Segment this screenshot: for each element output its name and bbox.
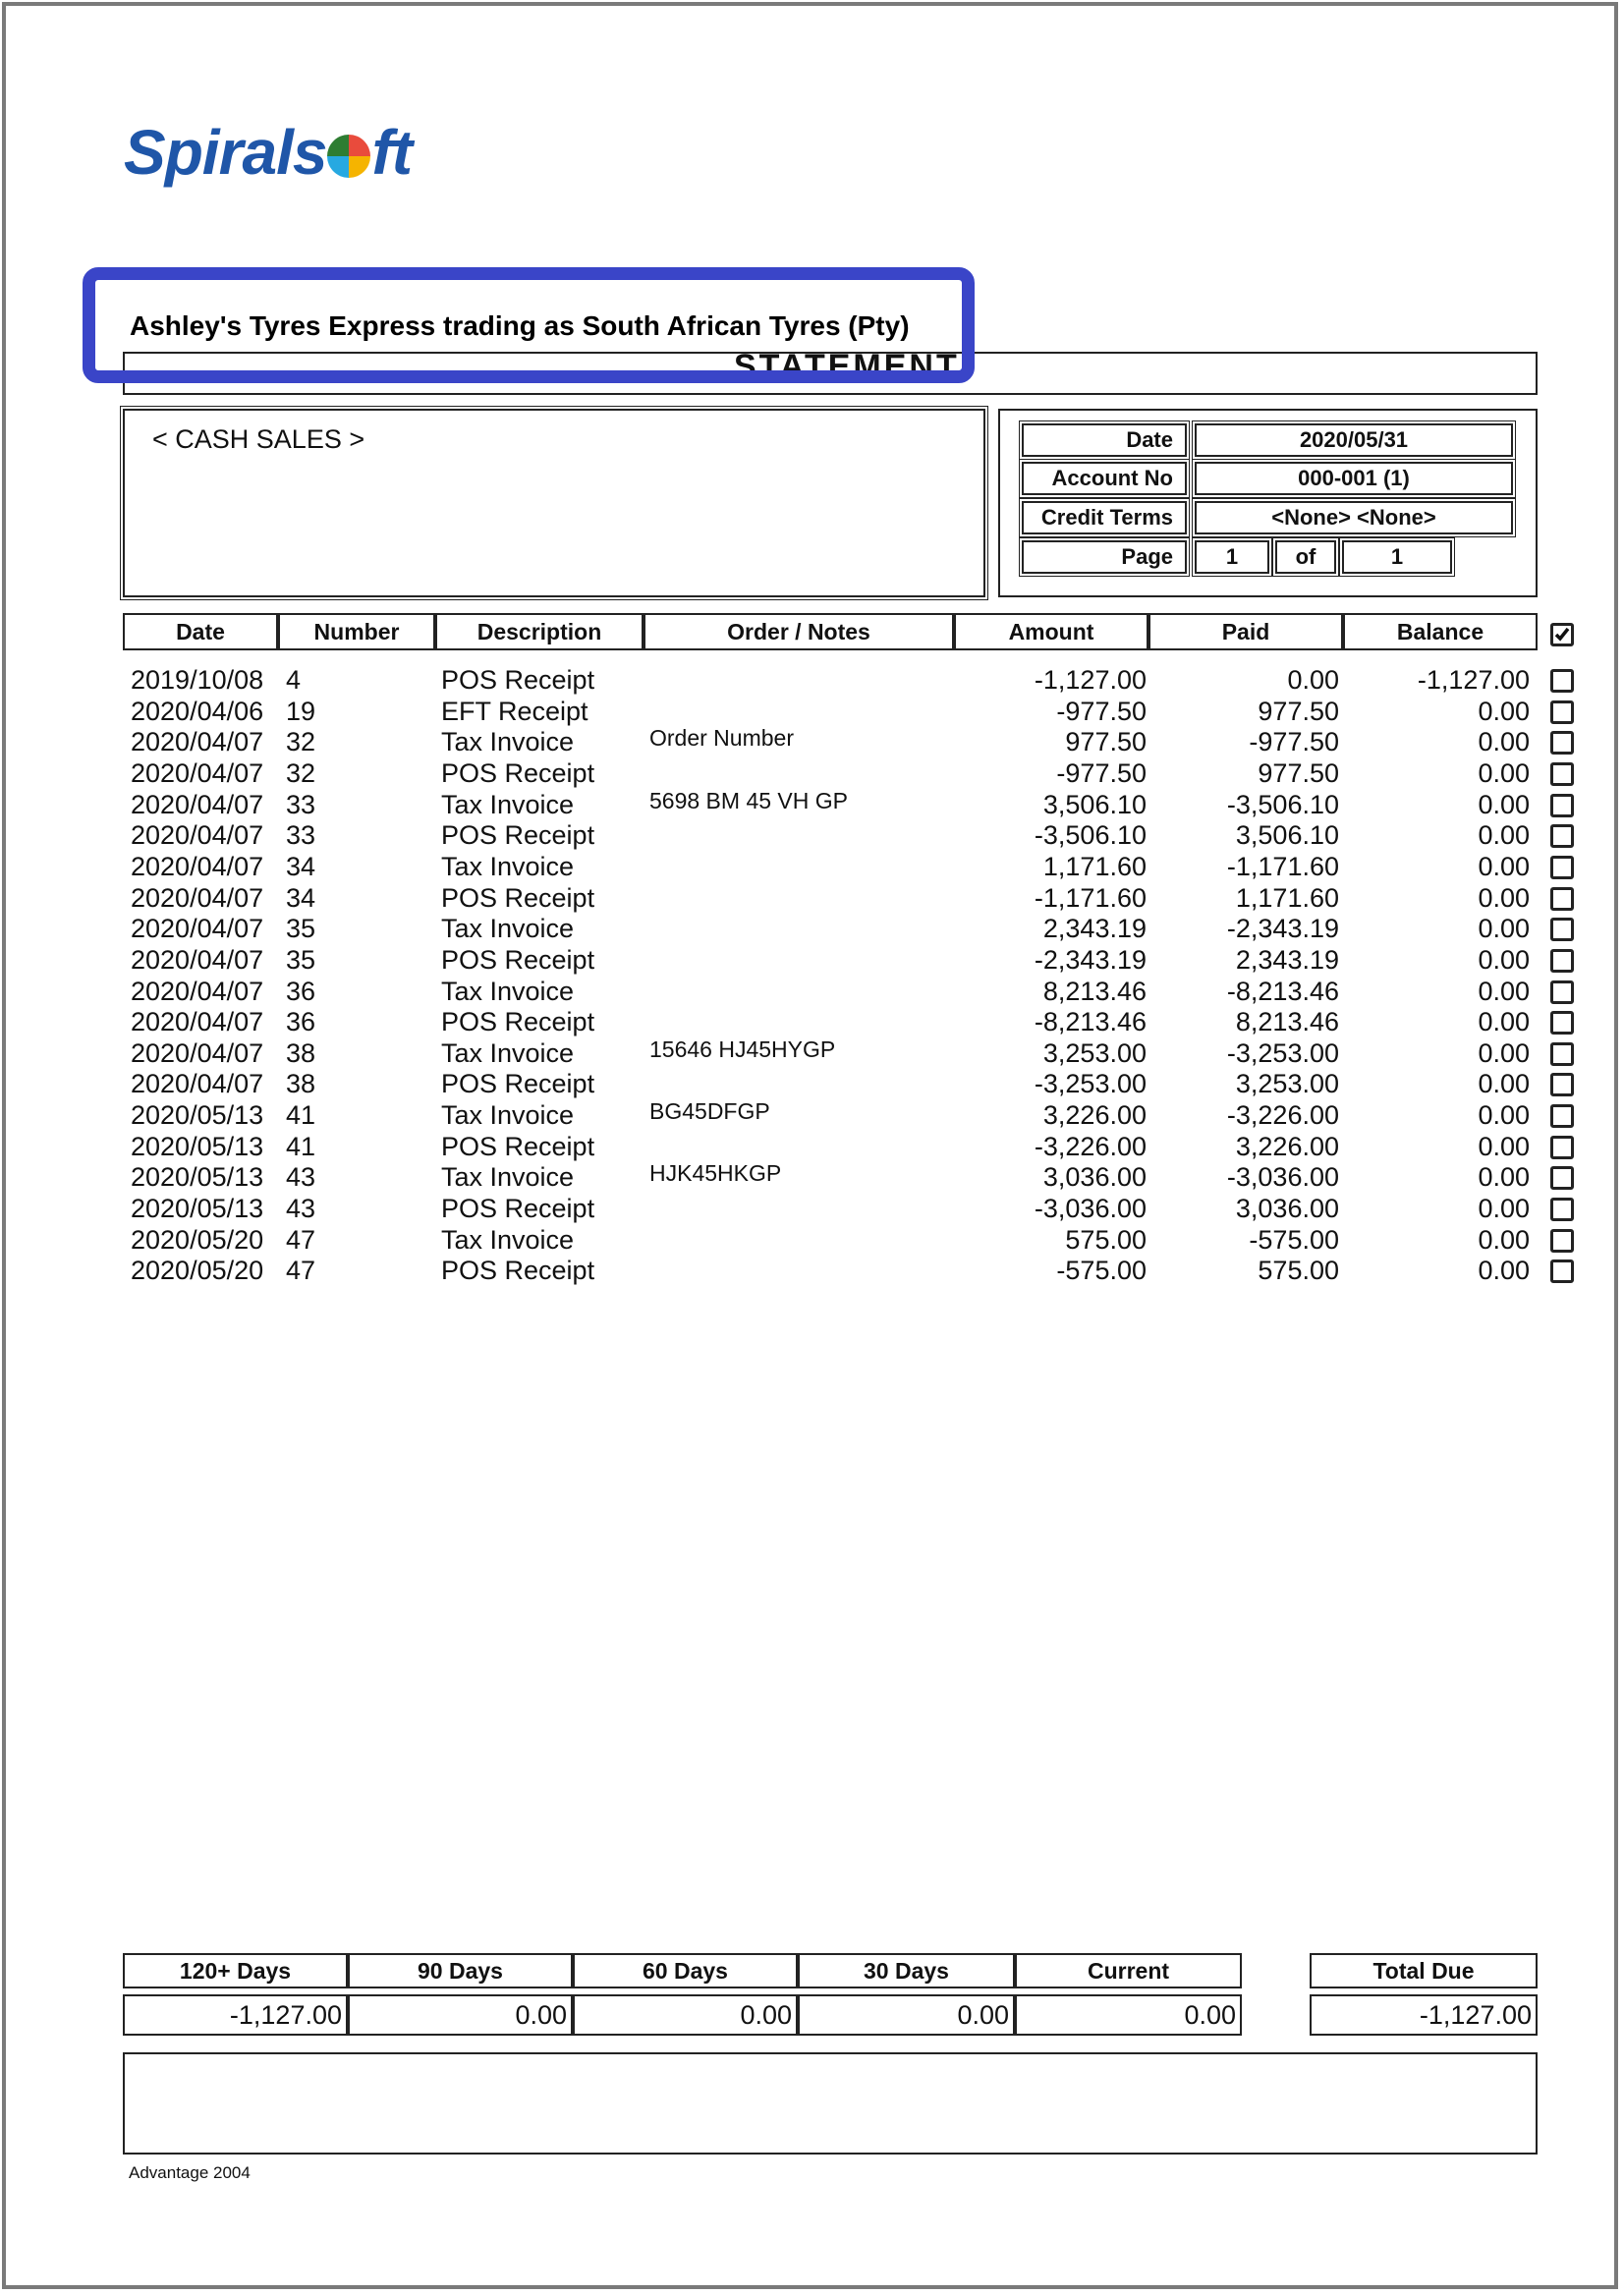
- date-value: 2020/05/31: [1195, 423, 1513, 457]
- row-description: POS Receipt: [441, 1131, 595, 1161]
- row-description: Tax Invoice: [441, 1162, 575, 1193]
- row-description: Tax Invoice: [441, 789, 575, 819]
- row-description: Tax Invoice: [441, 851, 575, 881]
- logo-text-suffix: ft: [371, 117, 413, 188]
- row-order-notes: 15646 HJ45HYGP: [649, 1036, 836, 1062]
- table-row: [0, 852, 1624, 883]
- row-date: 2020/04/06: [131, 696, 264, 726]
- logo-swirl-icon: [327, 135, 370, 178]
- row-description: Tax Invoice: [441, 1224, 575, 1255]
- row-number: 34: [286, 882, 316, 913]
- row-balance: 0.00: [1478, 1007, 1530, 1037]
- row-number: 33: [286, 789, 316, 819]
- row-checkbox[interactable]: [1550, 1104, 1574, 1128]
- row-paid: -3,036.00: [1226, 1162, 1339, 1193]
- account-label: Account No: [1022, 462, 1187, 495]
- row-balance: 0.00: [1478, 820, 1530, 851]
- row-description: EFT Receipt: [441, 696, 588, 726]
- row-checkbox[interactable]: [1550, 980, 1574, 1004]
- row-checkbox[interactable]: [1550, 824, 1574, 848]
- row-checkbox[interactable]: [1550, 1011, 1574, 1035]
- row-date: 2020/04/07: [131, 1007, 264, 1037]
- row-balance: 0.00: [1478, 882, 1530, 913]
- table-row: [0, 977, 1624, 1008]
- row-paid: -3,253.00: [1226, 1037, 1339, 1068]
- table-row: [0, 1194, 1624, 1225]
- row-amount: -8,213.46: [1034, 1007, 1147, 1037]
- logo-text-prefix: Spirals: [124, 117, 327, 188]
- row-number: 36: [286, 1007, 316, 1037]
- row-date: 2020/04/07: [131, 976, 264, 1006]
- row-amount: -977.50: [1056, 696, 1147, 726]
- row-description: POS Receipt: [441, 1069, 595, 1099]
- total-due-label: Total Due: [1310, 1953, 1538, 1988]
- row-balance: 0.00: [1478, 1069, 1530, 1099]
- table-row: [0, 820, 1624, 852]
- row-balance: 0.00: [1478, 1256, 1530, 1286]
- table-row: [0, 1256, 1624, 1287]
- row-checkbox[interactable]: [1550, 918, 1574, 941]
- row-date: 2020/05/13: [131, 1131, 264, 1161]
- row-description: POS Receipt: [441, 944, 595, 975]
- row-number: 35: [286, 914, 316, 944]
- row-balance: 0.00: [1478, 1194, 1530, 1224]
- row-number: 41: [286, 1131, 316, 1161]
- row-paid: 0.00: [1287, 665, 1339, 695]
- page-of: of: [1275, 540, 1336, 574]
- row-date: 2020/04/07: [131, 882, 264, 913]
- row-amount: -1,171.60: [1034, 882, 1147, 913]
- table-row: [0, 945, 1624, 977]
- row-balance: 0.00: [1478, 1131, 1530, 1161]
- row-paid: 3,036.00: [1235, 1194, 1339, 1224]
- row-balance: 0.00: [1478, 1162, 1530, 1193]
- row-paid: 977.50: [1258, 757, 1339, 788]
- row-checkbox[interactable]: [1550, 762, 1574, 786]
- header-date: Date: [123, 613, 278, 650]
- row-amount: -1,127.00: [1034, 665, 1147, 695]
- aging-value-current: 0.00: [1015, 1994, 1242, 2036]
- row-number: 32: [286, 727, 316, 757]
- row-number: 19: [286, 696, 316, 726]
- account-value: 000-001 (1): [1195, 462, 1513, 495]
- row-number: 41: [286, 1100, 316, 1131]
- row-amount: -3,226.00: [1034, 1131, 1147, 1161]
- row-paid: -3,226.00: [1226, 1100, 1339, 1131]
- row-checkbox[interactable]: [1550, 887, 1574, 911]
- row-date: 2020/05/13: [131, 1194, 264, 1224]
- row-paid: -575.00: [1249, 1224, 1339, 1255]
- row-checkbox[interactable]: [1550, 1198, 1574, 1221]
- row-description: POS Receipt: [441, 1194, 595, 1224]
- row-checkbox[interactable]: [1550, 1042, 1574, 1066]
- row-balance: 0.00: [1478, 1037, 1530, 1068]
- row-checkbox[interactable]: [1550, 700, 1574, 724]
- table-row: [0, 1225, 1624, 1257]
- row-date: 2019/10/08: [131, 665, 264, 695]
- table-row: [0, 1069, 1624, 1100]
- row-paid: -977.50: [1249, 727, 1339, 757]
- row-balance: 0.00: [1478, 696, 1530, 726]
- row-number: 47: [286, 1224, 316, 1255]
- row-amount: -3,253.00: [1034, 1069, 1147, 1099]
- aging-header-30: 30 Days: [798, 1953, 1015, 1988]
- row-date: 2020/05/20: [131, 1256, 264, 1286]
- row-amount: -2,343.19: [1034, 944, 1147, 975]
- row-paid: 977.50: [1258, 696, 1339, 726]
- page-current: 1: [1195, 540, 1269, 574]
- aging-header-120: 120+ Days: [123, 1953, 348, 1988]
- row-description: Tax Invoice: [441, 1100, 575, 1131]
- row-description: POS Receipt: [441, 665, 595, 695]
- credit-terms-value: <None> <None>: [1195, 501, 1513, 534]
- row-order-notes: BG45DFGP: [649, 1098, 770, 1125]
- row-balance: -1,127.00: [1417, 665, 1530, 695]
- table-row: [0, 914, 1624, 945]
- row-number: 47: [286, 1256, 316, 1286]
- row-amount: -575.00: [1056, 1256, 1147, 1286]
- table-row: [0, 1038, 1624, 1070]
- aging-value-60: 0.00: [573, 1994, 798, 2036]
- table-row: [0, 787, 1624, 821]
- row-paid: -2,343.19: [1226, 914, 1339, 944]
- total-due-value: -1,127.00: [1310, 1994, 1538, 2036]
- footer-text: Advantage 2004: [129, 2163, 251, 2182]
- header-number: Number: [278, 613, 435, 650]
- credit-terms-label: Credit Terms: [1022, 501, 1187, 534]
- select-all-checkbox[interactable]: [1550, 623, 1574, 646]
- row-checkbox[interactable]: [1550, 1073, 1574, 1096]
- table-row: [0, 1100, 1624, 1132]
- row-amount: 977.50: [1065, 727, 1147, 757]
- row-amount: 3,036.00: [1042, 1162, 1147, 1193]
- row-date: 2020/05/20: [131, 1224, 264, 1255]
- row-description: POS Receipt: [441, 1007, 595, 1037]
- check-icon: [1553, 626, 1571, 644]
- page-total: 1: [1342, 540, 1452, 574]
- row-paid: -1,171.60: [1226, 851, 1339, 881]
- document-title: STATEMENT: [734, 352, 960, 385]
- aging-value-120: -1,127.00: [123, 1994, 348, 2036]
- aging-value-30: 0.00: [798, 1994, 1015, 2036]
- row-number: 35: [286, 944, 316, 975]
- row-date: 2020/04/07: [131, 1037, 264, 1068]
- row-paid: -3,506.10: [1226, 789, 1339, 819]
- row-balance: 0.00: [1478, 944, 1530, 975]
- table-row: [0, 883, 1624, 915]
- row-number: 34: [286, 851, 316, 881]
- row-balance: 0.00: [1478, 1100, 1530, 1131]
- row-checkbox[interactable]: [1550, 949, 1574, 973]
- row-number: 36: [286, 976, 316, 1006]
- row-balance: 0.00: [1478, 757, 1530, 788]
- row-date: 2020/04/07: [131, 727, 264, 757]
- row-balance: 0.00: [1478, 727, 1530, 757]
- row-date: 2020/05/13: [131, 1100, 264, 1131]
- row-balance: 0.00: [1478, 1224, 1530, 1255]
- row-description: Tax Invoice: [441, 1037, 575, 1068]
- row-date: 2020/04/07: [131, 1069, 264, 1099]
- row-checkbox[interactable]: [1550, 731, 1574, 755]
- row-checkbox[interactable]: [1550, 1259, 1574, 1283]
- company-name: Ashley's Tyres Express trading as South African Tyres (Pty): [130, 310, 910, 341]
- row-paid: 3,253.00: [1235, 1069, 1339, 1099]
- row-number: 38: [286, 1069, 316, 1099]
- row-order-notes: HJK45HKGP: [649, 1160, 782, 1187]
- row-date: 2020/04/07: [131, 789, 264, 819]
- spiralsoft-logo: [124, 116, 412, 189]
- header-paid: Paid: [1148, 613, 1343, 650]
- row-amount: 8,213.46: [1042, 976, 1147, 1006]
- row-paid: 3,506.10: [1235, 820, 1339, 851]
- row-amount: 2,343.19: [1042, 914, 1147, 944]
- row-amount: 1,171.60: [1042, 851, 1147, 881]
- row-date: 2020/04/07: [131, 757, 264, 788]
- row-number: 4: [286, 665, 302, 695]
- row-number: 43: [286, 1194, 316, 1224]
- row-balance: 0.00: [1478, 851, 1530, 881]
- row-checkbox[interactable]: [1550, 669, 1574, 693]
- aging-value-90: 0.00: [348, 1994, 573, 2036]
- date-label: Date: [1022, 423, 1187, 457]
- row-date: 2020/04/07: [131, 914, 264, 944]
- header-amount: Amount: [954, 613, 1148, 650]
- header-description: Description: [435, 613, 644, 650]
- row-number: 33: [286, 820, 316, 851]
- table-row: [0, 697, 1624, 728]
- row-number: 32: [286, 757, 316, 788]
- header-order-notes: Order / Notes: [644, 613, 954, 650]
- row-description: Tax Invoice: [441, 914, 575, 944]
- row-number: 43: [286, 1162, 316, 1193]
- row-amount: 575.00: [1065, 1224, 1147, 1255]
- row-amount: 3,506.10: [1042, 789, 1147, 819]
- table-row: [0, 665, 1624, 697]
- table-row: [0, 1007, 1624, 1038]
- row-order-notes: Order Number: [649, 725, 794, 752]
- row-date: 2020/04/07: [131, 820, 264, 851]
- row-date: 2020/05/13: [131, 1162, 264, 1193]
- table-row: [0, 1162, 1624, 1194]
- row-paid: 3,226.00: [1235, 1131, 1339, 1161]
- customer-name: < CASH SALES >: [152, 424, 365, 454]
- row-description: POS Receipt: [441, 820, 595, 851]
- row-amount: -3,506.10: [1034, 820, 1147, 851]
- row-description: POS Receipt: [441, 757, 595, 788]
- row-order-notes: 5698 BM 45 VH GP: [649, 787, 848, 813]
- row-paid: 575.00: [1258, 1256, 1339, 1286]
- row-description: POS Receipt: [441, 1256, 595, 1286]
- row-amount: 3,253.00: [1042, 1037, 1147, 1068]
- row-amount: -977.50: [1056, 757, 1147, 788]
- row-paid: 2,343.19: [1235, 944, 1339, 975]
- aging-header-90: 90 Days: [348, 1953, 573, 1988]
- row-description: POS Receipt: [441, 882, 595, 913]
- row-paid: 8,213.46: [1235, 1007, 1339, 1037]
- table-row: [0, 727, 1624, 758]
- row-amount: -3,036.00: [1034, 1194, 1147, 1224]
- header-balance: Balance: [1343, 613, 1538, 650]
- row-date: 2020/04/07: [131, 944, 264, 975]
- message-box: [123, 2052, 1538, 2155]
- page-label: Page: [1022, 540, 1187, 574]
- table-row: [0, 758, 1624, 790]
- row-balance: 0.00: [1478, 789, 1530, 819]
- row-checkbox[interactable]: [1550, 1166, 1574, 1190]
- aging-header-current: Current: [1015, 1953, 1242, 1988]
- row-checkbox[interactable]: [1550, 1136, 1574, 1159]
- row-balance: 0.00: [1478, 976, 1530, 1006]
- row-paid: -8,213.46: [1226, 976, 1339, 1006]
- row-date: 2020/04/07: [131, 851, 264, 881]
- row-paid: 1,171.60: [1235, 882, 1339, 913]
- row-description: Tax Invoice: [441, 727, 575, 757]
- row-checkbox[interactable]: [1550, 856, 1574, 879]
- row-balance: 0.00: [1478, 914, 1530, 944]
- table-row: [0, 1132, 1624, 1163]
- row-description: Tax Invoice: [441, 976, 575, 1006]
- aging-header-60: 60 Days: [573, 1953, 798, 1988]
- row-amount: 3,226.00: [1042, 1100, 1147, 1131]
- row-checkbox[interactable]: [1550, 1229, 1574, 1253]
- row-checkbox[interactable]: [1550, 794, 1574, 817]
- row-number: 38: [286, 1037, 316, 1068]
